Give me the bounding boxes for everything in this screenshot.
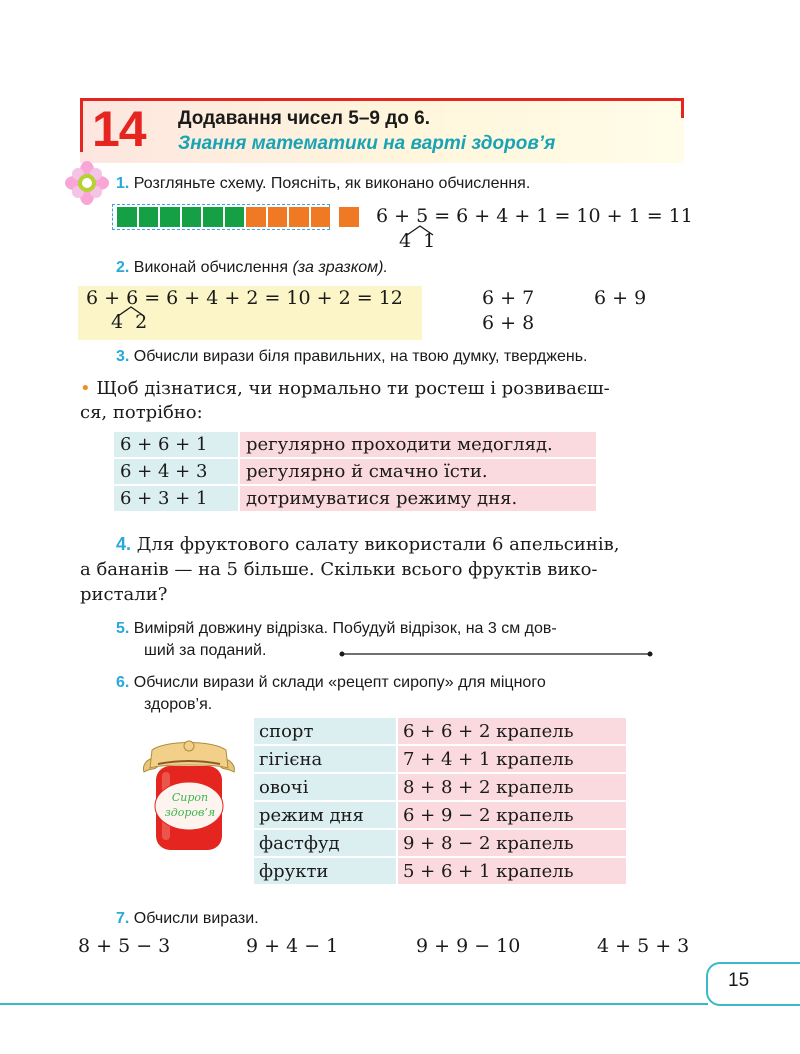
ingredient-cell: гігієна: [254, 746, 396, 772]
task2: [116, 259, 388, 277]
table-row: [254, 718, 626, 744]
table-row: [114, 486, 596, 511]
task5: [116, 620, 557, 638]
task3: [116, 348, 587, 366]
strip-cell: [203, 207, 223, 227]
task-number: 7.: [116, 910, 130, 927]
strip-cell: [246, 207, 266, 227]
expr-cell: 6 + 3 + 1: [114, 486, 238, 511]
strip-cell: [117, 207, 137, 227]
lesson-subtitle: Знання математики на варті здоров’я: [178, 133, 556, 154]
task-number: 4.: [116, 534, 132, 554]
table-row: [254, 802, 626, 828]
line-segment: [338, 648, 656, 660]
table-row: [254, 858, 626, 884]
jar-label-line1: Сироп: [171, 791, 209, 804]
task1-equation: 6 + 5 = 6 + 4 + 1 = 10 + 1 = 11: [376, 205, 693, 227]
drops-cell: 8 + 8 + 2 крапель: [398, 774, 626, 800]
task-number: 3.: [116, 348, 130, 365]
footer-line: [0, 1003, 708, 1005]
exercise: 6 + 9: [594, 287, 647, 309]
expression: 9 + 9 − 10: [416, 935, 521, 957]
ingredient-cell: спорт: [254, 718, 396, 744]
syrup-table: [252, 716, 628, 886]
drops-cell: 6 + 6 + 2 крапель: [398, 718, 626, 744]
ingredient-cell: овочі: [254, 774, 396, 800]
counting-strip: [117, 207, 330, 227]
task6: [116, 674, 546, 692]
task-number: 1.: [116, 175, 130, 192]
task-text-italic: (за зразком).: [292, 259, 388, 276]
strip-cell: [268, 207, 288, 227]
task-text: Виконай обчислення: [133, 259, 288, 276]
task6-line2: здоров’я.: [144, 696, 213, 713]
extra-cell: [339, 207, 359, 227]
statement-cell: регулярно проходити медогляд.: [240, 432, 596, 457]
task-number: 5.: [116, 620, 130, 637]
task-number: 6.: [116, 674, 130, 691]
task-text: Обчисли вирази.: [133, 910, 259, 927]
task1-split: 4 1: [399, 230, 436, 252]
task3-lead: [80, 378, 610, 399]
task-number: 2.: [116, 259, 130, 276]
statement-cell: дотримуватися режиму дня.: [240, 486, 596, 511]
table-row: [114, 459, 596, 484]
drops-cell: 7 + 4 + 1 крапель: [398, 746, 626, 772]
expression: 8 + 5 − 3: [78, 935, 171, 957]
task4-line1: [116, 534, 620, 555]
task1: [116, 175, 530, 193]
task4-line2: а бананів — на 5 більше. Скільки всього фруктів вико-: [80, 559, 598, 580]
drops-cell: 6 + 9 − 2 крапель: [398, 802, 626, 828]
strip-cell: [225, 207, 245, 227]
table-row: [114, 432, 596, 457]
task-text: Обчисли вирази біля правильних, на твою думку, тверджень.: [133, 348, 588, 365]
expr-cell: 6 + 4 + 3: [114, 459, 238, 484]
drops-cell: 9 + 8 − 2 крапель: [398, 830, 626, 856]
task-text: Для фруктового салату використали 6 апельсинів,: [136, 534, 620, 555]
lesson-number: 14: [92, 101, 146, 157]
drops-cell: 5 + 6 + 1 крапель: [398, 858, 626, 884]
ingredient-cell: режим дня: [254, 802, 396, 828]
strip-cell: [311, 207, 331, 227]
expr-cell: 6 + 6 + 1: [114, 432, 238, 457]
task5-line2: ший за поданий.: [144, 642, 267, 659]
ingredient-cell: фрукти: [254, 858, 396, 884]
page-number: 15: [728, 970, 750, 991]
expression: 4 + 5 + 3: [597, 935, 690, 957]
statements-table: [112, 430, 598, 513]
strip-cell: [139, 207, 159, 227]
task-text: Розгляньте схему. Поясніть, як виконано обчислення.: [133, 175, 531, 192]
expression: 9 + 4 − 1: [246, 935, 339, 957]
table-row: [254, 746, 626, 772]
flower-icon: [64, 160, 110, 206]
task-text: Виміряй довжину відрізка. Побудуй відрізок, на 3 см дов-: [133, 620, 557, 637]
task2-split: 4 2: [111, 311, 148, 333]
strip-cell: [289, 207, 309, 227]
strip-cell: [182, 207, 202, 227]
table-row: [254, 830, 626, 856]
bullet-icon: •: [80, 378, 91, 399]
lesson-title: Додавання чисел 5–9 до 6.: [178, 108, 431, 129]
statement-cell: регулярно й смачно їсти.: [240, 459, 596, 484]
task2-example: 6 + 6 = 6 + 4 + 2 = 10 + 2 = 12: [86, 287, 403, 309]
exercise: 6 + 7: [482, 287, 535, 309]
ingredient-cell: фастфуд: [254, 830, 396, 856]
header-right-border: [681, 98, 684, 118]
header-left-border: [80, 98, 83, 152]
strip-cell: [160, 207, 180, 227]
page-tab: [706, 962, 800, 1006]
table-row: [254, 774, 626, 800]
jar-label-line2: здоров’я: [164, 806, 216, 819]
task3-lead2: ся, потрібно:: [80, 402, 203, 423]
task-text: Обчисли вирази й склади «рецепт сиропу» для міцного: [133, 674, 546, 691]
task4-line3: ристали?: [80, 584, 168, 605]
exercise: 6 + 8: [482, 312, 535, 334]
lead-text: Щоб дізнатися, чи нормально ти ростеш і розвиваєш-: [96, 378, 610, 399]
task7: [116, 910, 259, 928]
